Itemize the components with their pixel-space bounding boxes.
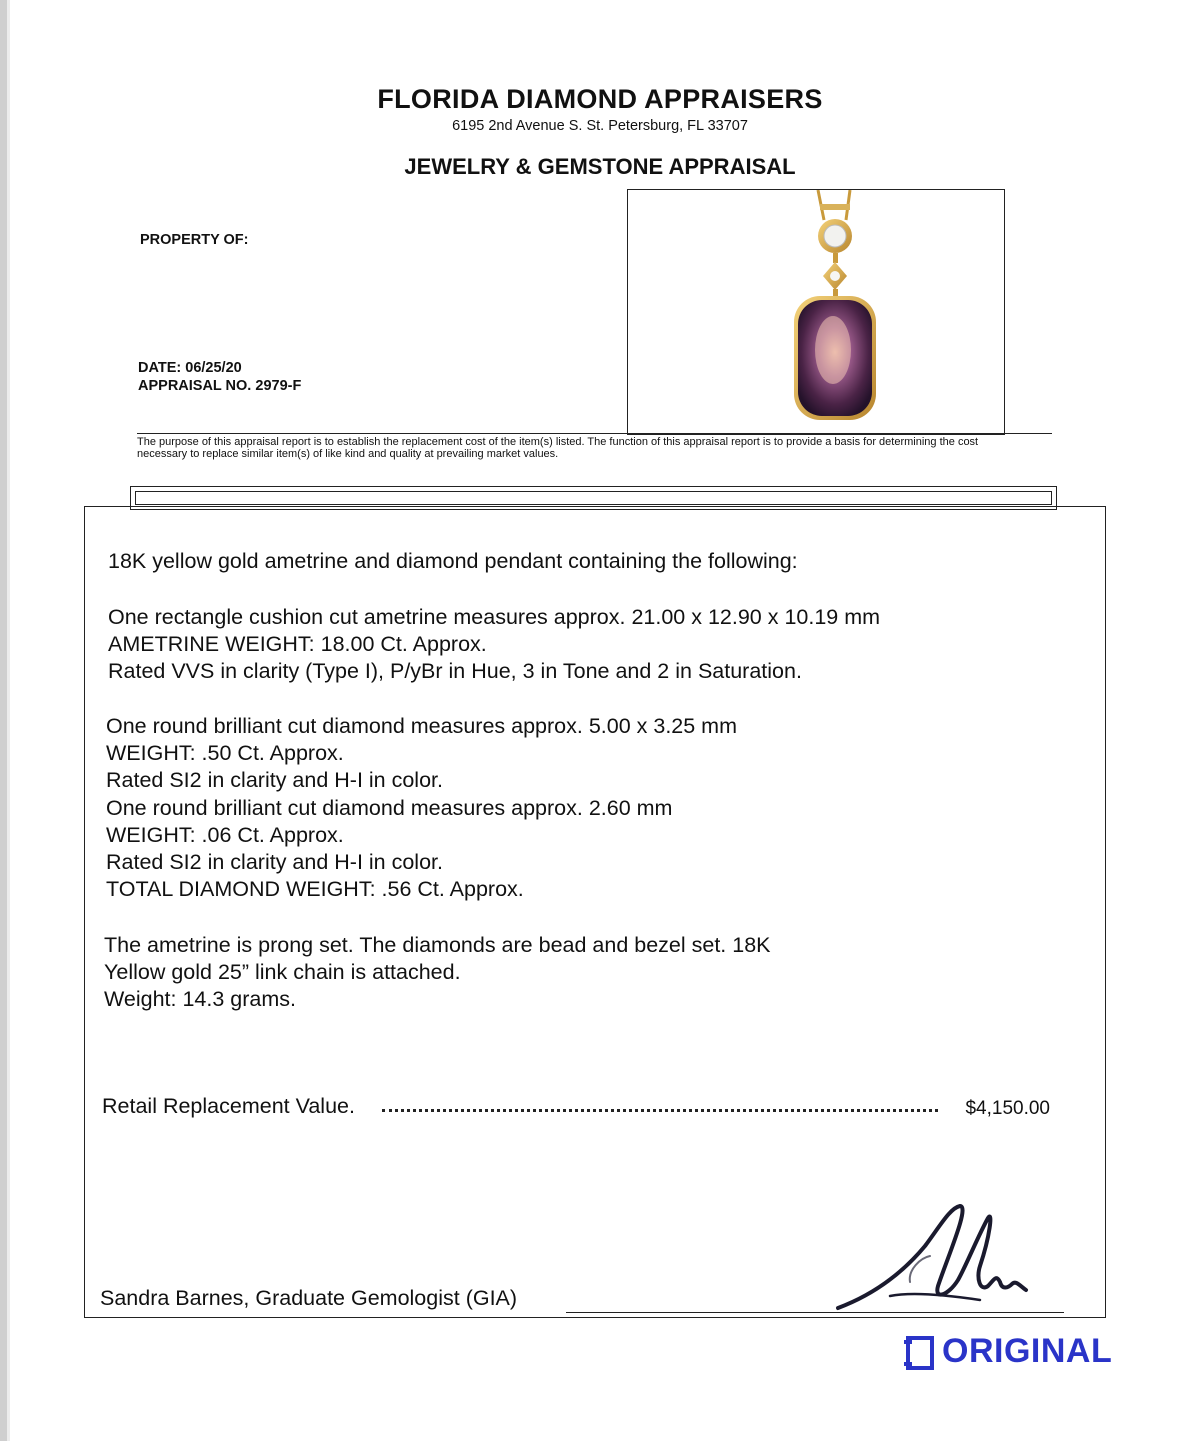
setting-line: Yellow gold 25” link chain is attached.	[104, 960, 461, 984]
company-name: FLORIDA DIAMOND APPRAISERS	[377, 84, 823, 114]
ametrine-line: Rated VVS in clarity (Type I), P/yBr in Hue, 3 in Tone and 2 in Saturation.	[108, 659, 802, 683]
pendant-image	[628, 190, 1003, 433]
purpose-line-1: The purpose of this appraisal report is to establish the replacement cost of the item(s) listed. The function of this appraisal report is to provide a basis for determining the cost	[137, 436, 979, 448]
purpose-line-2: necessary to replace similar item(s) of like kind and quality at prevailing market values.	[137, 448, 559, 460]
setting-line: The ametrine is prong set. The diamonds are bead and bezel set. 18K	[104, 933, 771, 957]
retail-value-row	[102, 1094, 1050, 1124]
scan-edge	[0, 0, 7, 1441]
diamond-line: WEIGHT: .50 Ct. Approx.	[106, 741, 344, 765]
retail-value-label: Retail Replacement Value.	[102, 1094, 355, 1118]
total-diamond-weight: TOTAL DIAMOND WEIGHT: .56 Ct. Approx.	[106, 877, 524, 901]
diamond-line: Rated SI2 in clarity and H-I in color.	[106, 768, 443, 792]
retail-value-amount: $4,150.00	[965, 1098, 1050, 1119]
ametrine-line: One rectangle cushion cut ametrine measures approx. 21.00 x 12.90 x 10.19 mm	[108, 605, 881, 629]
original-stamp	[900, 1330, 1113, 1374]
ametrine-line: AMETRINE WEIGHT: 18.00 Ct. Approx.	[108, 632, 487, 656]
diamond-line: One round brilliant cut diamond measures approx. 2.60 mm	[106, 796, 673, 820]
appraiser-name: Sandra Barnes, Graduate Gemologist (GIA)	[100, 1286, 518, 1310]
diamond-line: Rated SI2 in clarity and H-I in color.	[106, 850, 443, 874]
stamp-text: ORIGINAL	[942, 1332, 1113, 1370]
appraisal-number-field	[138, 378, 301, 394]
diamond-line: One round brilliant cut diamond measures approx. 5.00 x 3.25 mm	[106, 714, 737, 738]
date-label: DATE:	[138, 360, 182, 376]
dot-leader	[382, 1106, 938, 1112]
scan-edge-shadow	[7, 0, 10, 1441]
stamp-document-icon	[902, 1334, 940, 1374]
date-field	[138, 360, 242, 376]
appraisal-number-label: APPRAISAL NO.	[138, 378, 252, 394]
appraisal-number-value: 2979-F	[255, 378, 302, 394]
date-value: 06/25/20	[185, 360, 242, 376]
document-title: JEWELRY & GEMSTONE APPRAISAL	[404, 154, 796, 179]
purpose-statement	[137, 433, 1052, 460]
separator-bar-inner	[135, 491, 1052, 505]
setting-line: Weight: 14.3 grams.	[104, 987, 296, 1011]
diamond-line: WEIGHT: .06 Ct. Approx.	[106, 823, 344, 847]
item-description: 18K yellow gold ametrine and diamond pendant containing the following:	[108, 549, 798, 573]
company-address: 6195 2nd Avenue S. St. Petersburg, FL 33707	[452, 118, 748, 134]
property-of-label: PROPERTY OF:	[140, 232, 249, 248]
pendant-photo	[627, 189, 1005, 435]
handwritten-signature	[830, 1196, 1040, 1326]
